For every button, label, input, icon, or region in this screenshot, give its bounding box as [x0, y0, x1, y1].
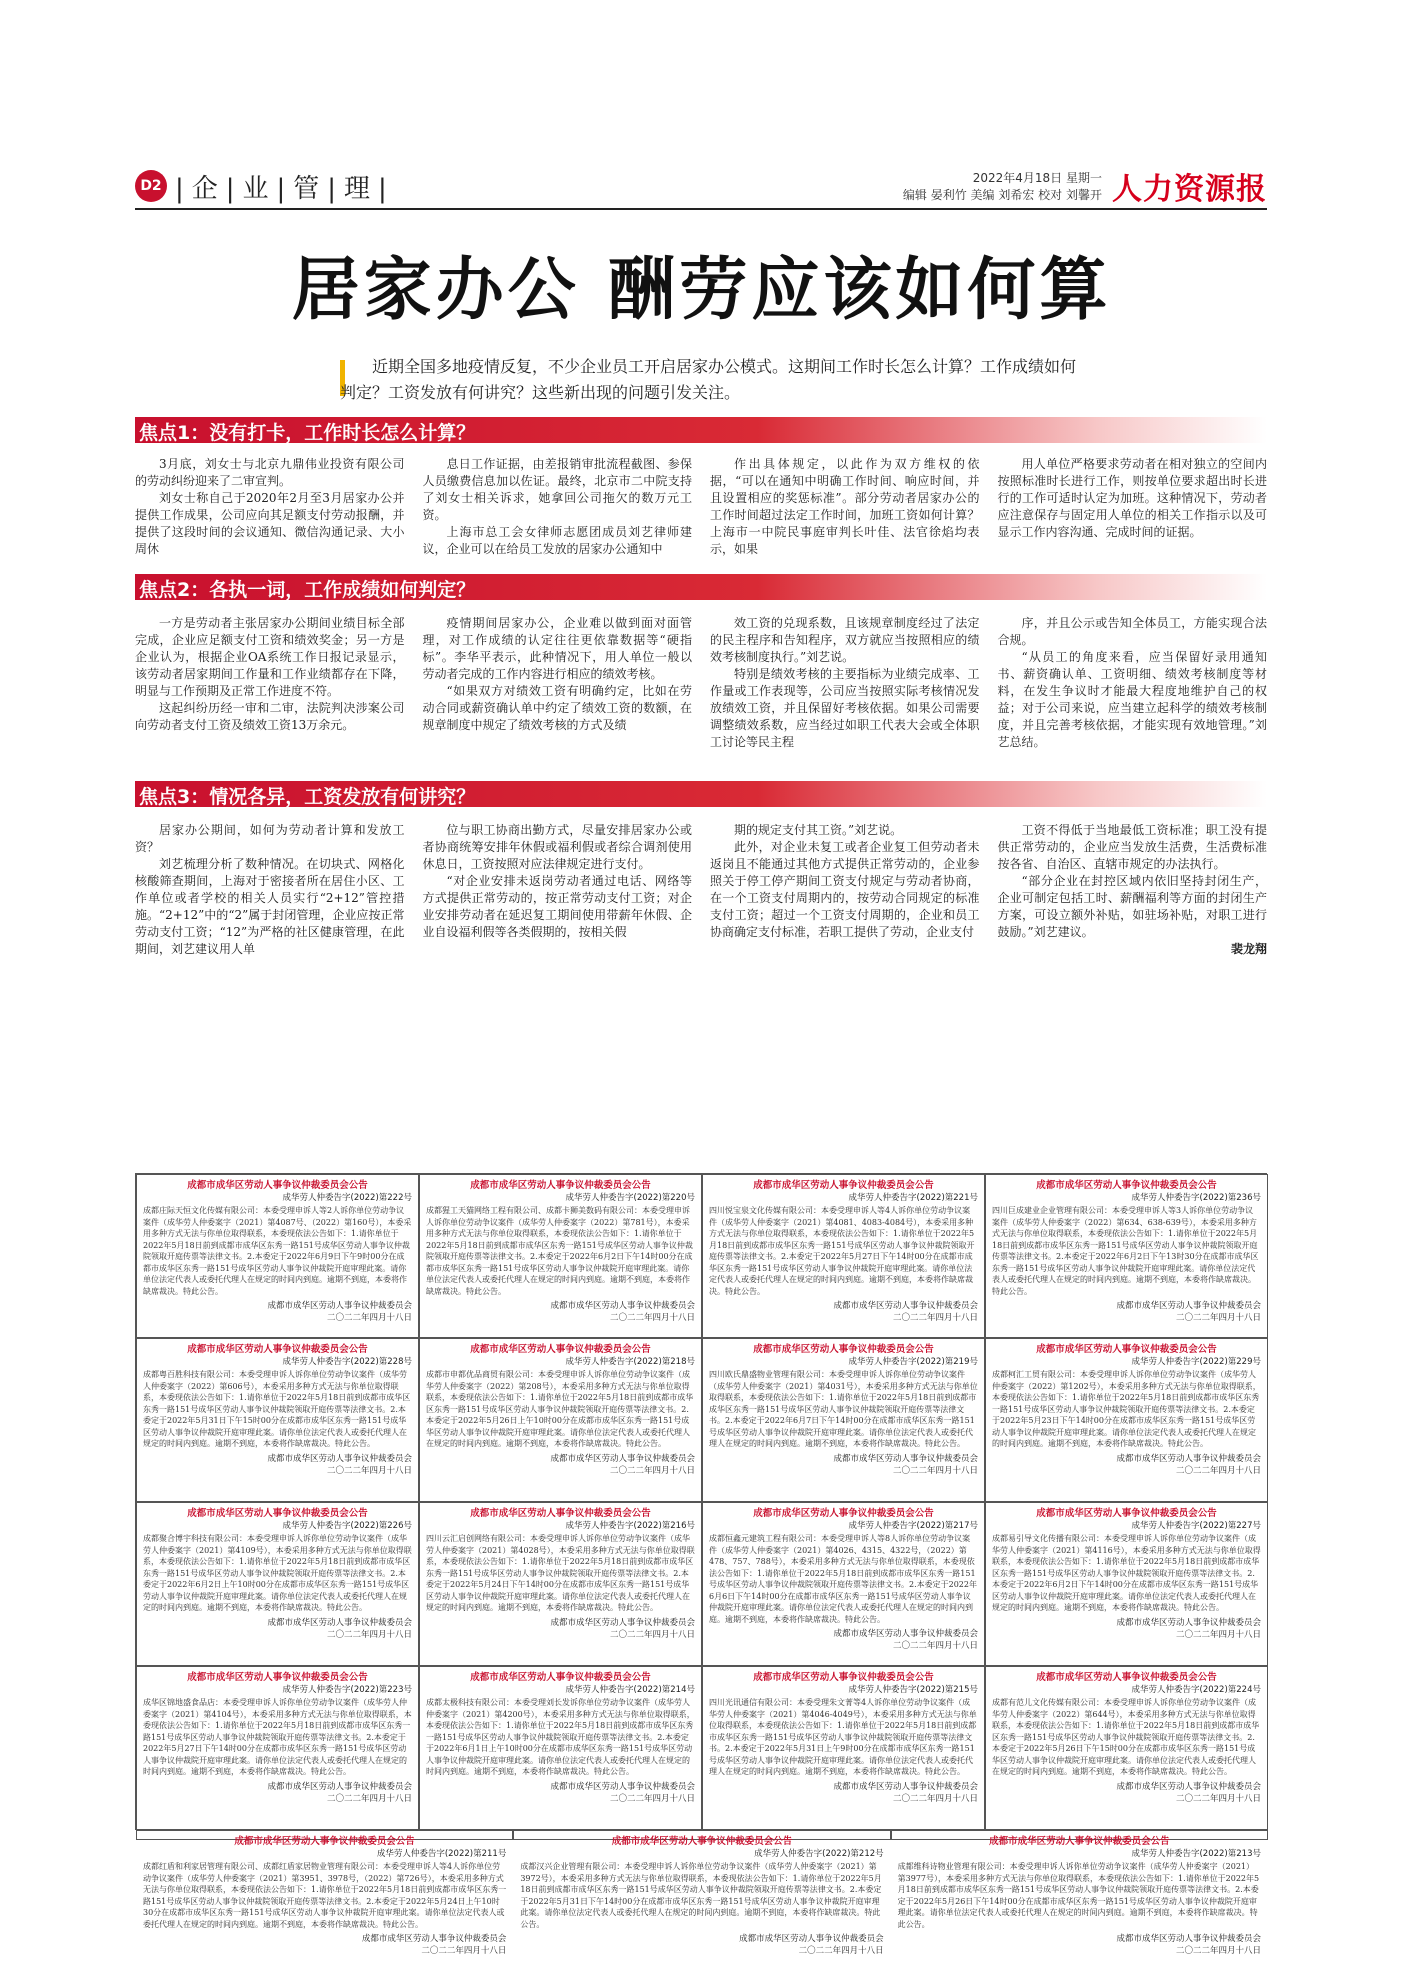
notice-reference: 成华劳人仲委告字(2022)第229号 — [1131, 1357, 1261, 1367]
legal-notice — [419, 1174, 702, 1338]
notice-reference: 成华劳人仲委告字(2022)第216号 — [565, 1521, 695, 1531]
focus-2-body — [135, 615, 1267, 771]
notice-body: 四川悦宝泉文化传媒有限公司：本委受理申诉人等4人诉你单位劳动争议案件（成华劳人仲委案字（2021）第4081、4083-4084号），本委采用多种方式无法与你单位取得联系，本委现依法公告如下：1.请你单位于2022年5月18日前到成都市成华区东秀一路151号成华区劳动人事争议仲裁院领取开庭传票等法律文书。2.本委定于2022年5月27日下午14时00分在成都市成华区东秀一路151号成华区劳动人事争议仲裁院开庭审理此案。请你单位法定代表人或委托代理人在规定的时间内到庭。逾期不到庭，本委将作缺席裁决。特此公告。 — [709, 1206, 975, 1296]
paragraph: 这起纠纷历经一审和二审，法院判决涉案公司向劳动者支付工资及绩效工资13万余元。 — [135, 701, 405, 732]
notice-issuer: 成都市成华区劳动人事争议仲裁委员会 — [833, 1781, 978, 1792]
legal-notice — [513, 1830, 890, 1956]
legal-notice — [702, 1502, 985, 1666]
notice-body: 成都庄际天恒文化传媒有限公司：本委受理申诉人等2人诉你单位劳动争议案件（成华劳人仲委案字（2021）第4087号、（2022）第160号），本委采用多种方式无法与你单位取得联系，本委现依法公告如下：1.请你单位于2022年5月18日前到成都市成华区东秀一路151号成华区劳动人事争议仲裁院领取开庭传票等法律文书。2.本委定于2022年6月9日下午9时00分在成都市成华区东秀一路151号成华区劳动人事争议仲裁院开庭审理此案。请你单位法定代表人或委托代理人在规定的时间内到庭。逾期不到庭，本委将作缺席裁决。特此公告。 — [143, 1206, 412, 1296]
notice-reference: 成华劳人仲委告字(2022)第215号 — [848, 1685, 978, 1695]
notice-body: 成都恒鑫元建筑工程有限公司：本委受理申诉人等8人诉你单位劳动争议案件（成华劳人仲委案字（2021）第4026、4315、4322号，（2022）第478、757、788号），本委采用多种方式无法与你单位取得联系，本委现依法公告如下：1.请你单位于2022年5月18日前到成都市成华区东秀一路151号成华区劳动人事争议仲裁院领取开庭传票等法律文书。2.本委定于2022年6月6日下午14时00分在成都市成华区东秀一路151号成华区劳动人事争议仲裁院开庭审理此案。请你单位法定代表人或委托代理人在规定的时间内到庭。逾期不到庭，本委将作缺席裁决。特此公告。 — [709, 1534, 977, 1624]
notice-title: 成都市成华区劳动人事争议仲裁委员会公告 — [187, 1344, 368, 1355]
notice-title: 成都市成华区劳动人事争议仲裁委员会公告 — [753, 1180, 934, 1191]
paragraph: 息日工作证据，由差报销审批流程截图、参保人员缴费信息加以佐证。最终，北京市二中院支持了刘女士相关诉求，她拿回公司拖欠的数万元工资。 — [422, 457, 692, 522]
legal-notice — [136, 1830, 513, 1956]
legal-notice — [702, 1666, 985, 1830]
focus-3-body — [135, 822, 1267, 977]
newspaper-logo: 人力资源报 — [1112, 172, 1267, 207]
notice-body: 成都粤百胜科技有限公司：本委受理申诉人诉你单位劳动争议案件（成华劳人仲委案字（2022）第606号），本委采用多种方式无法与你单位取得联系，本委现依法公告如下：1.请你单位于2022年5月18日前到成都市成华区东秀一路151号成华区劳动人事争议仲裁院领取开庭传票等法律文书。2.本委定于2022年5月31日下午15时00分在成都市成华区东秀一路151号成华区劳动人事争议仲裁院开庭审理此案。请你单位法定代表人或委托代理人在规定的时间内到庭。逾期不到庭，本委将作缺席裁决。特此公告。 — [143, 1370, 411, 1448]
notice-title: 成都市成华区劳动人事争议仲裁委员会公告 — [753, 1508, 934, 1519]
legal-notice — [419, 1666, 702, 1830]
notice-body: 四川光讯通信有限公司：本委受理朱文菁等4人诉你单位劳动争议案件（成华劳人仲委案字（2021）第4046-4049号），本委采用多种方式无法与你单位取得联系，本委现依法公告如下：1.请你单位于2022年5月18日前到成都市成华区东秀一路151号成华区劳动人事争议仲裁院领取开庭传票等法律文书。2.本委定于2022年5月31日上午9时00分在成都市成华区东秀一路151号成华区劳动人事争议仲裁院开庭审理此案。请你单位法定代表人或委托代理人在规定的时间内到庭。逾期不到庭，本委将作缺席裁决。特此公告。 — [709, 1698, 977, 1776]
legal-notice — [136, 1502, 419, 1666]
legal-notice — [419, 1338, 702, 1502]
focus-3-col-4 — [998, 822, 1268, 977]
notice-body: 成都柯汇工贸有限公司：本委受理申诉人诉你单位劳动争议案件（成华劳人仲委案字（2022）第1202号），本委采用多种方式无法与你单位取得联系，本委现依法公告如下：1.请你单位于2022年5月18日前到成都市成华区东秀一路151号成华区劳动人事争议仲裁院领取开庭传票等法律文书。2.本委定于2022年5月23日下午14时00分在成都市成华区东秀一路151号成华区劳动人事争议仲裁院开庭审理此案。请你单位法定代表人或委托代理人在规定的时间内到庭。逾期不到庭，本委将作缺席裁决。特此公告。 — [992, 1370, 1261, 1448]
focus-3-banner — [135, 781, 1267, 807]
legal-notice — [702, 1174, 985, 1338]
notice-issuer: 成都市成华区劳动人事争议仲裁委员会 — [267, 1453, 412, 1464]
focus-1-col-2 — [423, 456, 693, 566]
notice-title: 成都市成华区劳动人事争议仲裁委员会公告 — [611, 1836, 793, 1847]
notice-issuer: 成都市成华区劳动人事争议仲裁委员会 — [267, 1617, 412, 1628]
notice-date: 二〇二二年四月十八日 — [326, 1465, 412, 1476]
notice-issuer: 成都市成华区劳动人事争议仲裁委员会 — [267, 1301, 412, 1311]
paragraph: 刘女士称自己于2020年2月至3月居家办公并提供工作成果，公司应向其足额支付劳动报酬，并提供了这段时间的会议通知、微信沟通记录、大小周休 — [135, 491, 405, 556]
legal-notice — [136, 1338, 419, 1502]
paragraph: 疫情期间居家办公，企业难以做到面对面管理，对工作成绩的认定往往更依靠数据等“硬指标”。李华平表示，此种情况下，用人单位一般以劳动者完成的工作内容进行相应的绩效考核。 — [422, 616, 692, 681]
notice-reference: 成华劳人仲委告字(2022)第221号 — [848, 1193, 978, 1203]
notice-date: 二〇二二年四月十八日 — [1175, 1793, 1261, 1804]
byline: 裴龙翔 — [1230, 942, 1267, 956]
notice-issuer: 成都市成华区劳动人事争议仲裁委员会 — [1116, 1617, 1261, 1628]
legal-notice — [985, 1666, 1268, 1830]
notice-body: 成都有范儿文化传媒有限公司：本委受理申诉人诉你单位劳动争议案件（成华劳人仲委案字（2022）第644号），本委采用多种方式无法与你单位取得联系，本委现依法公告如下：1.请你单位于2022年5月18日前到成都市成华区东秀一路151号成华区劳动人事争议仲裁院领取开庭传票等法律文书。2.本委定于2022年5月26日下午15时00分在成都市成华区东秀一路151号成华区劳动人事争议仲裁院开庭审理此案。请你单位法定代表人或委托代理人在规定的时间内到庭。逾期不到庭，本委将作缺席裁决。特此公告。 — [992, 1698, 1260, 1776]
focus-2-title: 焦点2：各执一词，工作成绩如何判定？ — [139, 579, 476, 601]
notice-date: 二〇二二年四月十八日 — [892, 1641, 978, 1651]
paragraph: “部分企业在封控区域内依旧坚持封闭生产，企业可制定包括工时、薪酬福利等方面的封闭生产方案，可设立额外补贴，如驻场补贴，对职工进行鼓励。”刘艺建议。 — [997, 874, 1267, 939]
notice-issuer: 成都市成华区劳动人事争议仲裁委员会 — [833, 1453, 978, 1464]
legal-notice — [985, 1338, 1268, 1502]
notice-date: 二〇二二年四月十八日 — [892, 1793, 978, 1804]
focus-1-title: 焦点1：没有打卡，工作时长怎么计算？ — [139, 422, 476, 444]
notice-issuer: 成都市成华区劳动人事争议仲裁委员会 — [833, 1629, 978, 1639]
lead-paragraph: 近期全国多地疫情反复，不少企业员工开启居家办公模式。这期间工作时长怎么计算？工作成绩如何判定？工资发放有何讲究？这些新出现的问题引发关注。 — [340, 357, 1077, 402]
notice-body: 四川巨成建业企业管理有限公司：本委受理申诉人等3人诉你单位劳动争议案件（成华劳人仲委案字（2022）第634、638-639号），本委采用多种方式无法与你单位取得联系，本委现依法公告如下：1.请你单位于2022年5月18日前到成都市成华区东秀一路151号成华区劳动人事争议仲裁院领取开庭传票等法律文书。2.本委定于2022年6月2日下午13时30分在成都市成华区东秀一路151号成华区劳动人事争议仲裁院开庭审理此案。请你单位法定代表人或委托代理人在规定的时间内到庭。逾期不到庭，本委将作缺席裁决。特此公告。 — [992, 1206, 1259, 1296]
notice-issuer: 成都市成华区劳动人事争议仲裁委员会 — [1116, 1781, 1261, 1792]
notice-body: 成华区锦地盛食品店：本委受理申诉人诉你单位劳动争议案件（成华劳人仲委案字（2021）第4104号），本委采用多种方式无法与你单位取得联系，本委现依法公告如下：1.请你单位于2022年5月18日前到成都市成华区东秀一路151号成华区劳动人事争议仲裁院领取开庭传票等法律文书。2.本委定于2022年5月27日下午14时00分在成都市成华区东秀一路151号成华区劳动人事争议仲裁院开庭审理此案。请你单位法定代表人或委托代理人在规定的时间内到庭。逾期不到庭，本委将作缺席裁决。特此公告。 — [143, 1698, 412, 1776]
notice-title: 成都市成华区劳动人事争议仲裁委员会公告 — [753, 1672, 934, 1683]
notice-body: 四川欧氏鼎盛物业管理有限公司：本委受理申诉人诉你单位劳动争议案件（成华劳人仲委案字（2021）第4031号），本委采用多种方式无法与你单位取得联系，本委现依法公告如下：1.请你单位于2022年5月18日前到成都市成华区东秀一路151号成华区劳动人事争议仲裁院领取开庭传票等法律文书。2.本委定于2022年6月7日下午14时00分在成都市成华区东秀一路151号成华区劳动人事争议仲裁院开庭审理此案。请你单位法定代表人或委托代理人在规定的时间内到庭。逾期不到庭，本委将作缺席裁决。特此公告。 — [709, 1370, 978, 1448]
notice-date: 二〇二二年四月十八日 — [892, 1465, 978, 1476]
notice-title: 成都市成华区劳动人事争议仲裁委员会公告 — [1036, 1508, 1217, 1519]
notice-reference: 成华劳人仲委告字(2022)第226号 — [282, 1521, 412, 1531]
focus-3-col-1 — [135, 822, 405, 977]
notice-body: 成都汉兴企业管理有限公司：本委受理申诉人诉你单位劳动争议案件（成华劳人仲委案字（2021）第3972号），本委采用多种方式无法与你单位取得联系，本委现依法公告如下：1.请你单位于2022年5月18日前到成都市成华区东秀一路151号成华区劳动人事争议仲裁院领取开庭传票等法律文书。2.本委定于2022年5月31日下午14时00分在成都市成华区东秀一路151号成华区劳动人事争议仲裁院开庭审理此案。请你单位法定代表人或委托代理人在规定的时间内到庭。逾期不到庭，本委将作缺席裁决。特此公告。 — [520, 1862, 882, 1929]
notice-date: 二〇二二年四月十八日 — [1175, 1946, 1261, 1956]
issue-editors: 编辑 晏利竹 美编 刘希宏 校对 刘馨开 — [902, 188, 1102, 202]
paragraph: 序，并且公示或告知全体员工，方能实现合法合规。 — [997, 616, 1267, 647]
notice-title: 成都市成华区劳动人事争议仲裁委员会公告 — [187, 1508, 368, 1519]
notice-body: 四川云汇启创网络有限公司：本委受理申诉人诉你单位劳动争议案件（成华劳人仲委案字（2021）第4028号），本委采用多种方式无法与你单位取得联系，本委现依法公告如下：1.请你单位于2022年5月18日前到成都市成华区东秀一路151号成华区劳动人事争议仲裁院领取开庭传票等法律文书。2.本委定于2022年5月24日下午14时00分在成都市成华区东秀一路151号成华区劳动人事争议仲裁院开庭审理此案。请你单位法定代表人或委托代理人在规定的时间内到庭。逾期不到庭，本委将作缺席裁决。特此公告。 — [426, 1534, 695, 1612]
notice-reference: 成华劳人仲委告字(2022)第214号 — [565, 1685, 695, 1695]
paragraph: “对企业安排未返岗劳动者通过电话、网络等方式提供正常劳动的，按正常劳动支付工资；对企业安排劳动者在延迟复工期间使用带薪年休假、企业自设福利假等各类假期的，按相关假 — [422, 874, 692, 939]
focus-3-col-3 — [710, 822, 980, 977]
paragraph: “从员工的角度来看，应当保留好录用通知书、薪资确认单、工资明细、绩效考核制度等材料，在发生争议时才能最大程度地维护自己的权益；对于公司来说，应当建立起科学的绩效考核制度，并且完善考核依据，才能实现有效地管理。”刘艺总结。 — [997, 650, 1267, 749]
notice-grid — [135, 1173, 1267, 1956]
paragraph: 位与职工协商出勤方式，尽量安排居家办公或者协商统筹安排年休假或福利假或者综合调剂使用休息日，工资按照对应法律规定进行支付。 — [422, 823, 692, 871]
notice-body: 成都易引导文化传播有限公司：本委受理申诉人诉你单位劳动争议案件（成华劳人仲委案字（2021）第4116号），本委采用多种方式无法与你单位取得联系，本委现依法公告如下：1.请你单位于2022年5月18日前到成都市成华区东秀一路151号成华区劳动人事争议仲裁院领取开庭传票等法律文书。2.本委定于2022年6月2日下午14时00分在成都市成华区东秀一路151号成华区劳动人事争议仲裁院开庭审理此案。请你单位法定代表人或委托代理人在规定的时间内到庭。逾期不到庭，本委将作缺席裁决。特此公告。 — [992, 1534, 1261, 1612]
notice-date: 二〇二二年四月十八日 — [609, 1313, 695, 1323]
notice-title: 成都市成华区劳动人事争议仲裁委员会公告 — [470, 1344, 651, 1355]
legal-notice — [985, 1174, 1268, 1338]
notice-title: 成都市成华区劳动人事争议仲裁委员会公告 — [1036, 1344, 1217, 1355]
notice-reference: 成华劳人仲委告字(2022)第218号 — [565, 1357, 695, 1367]
legal-notice — [702, 1338, 985, 1502]
notice-reference: 成华劳人仲委告字(2022)第223号 — [282, 1685, 412, 1695]
notice-issuer: 成都市成华区劳动人事争议仲裁委员会 — [1116, 1301, 1261, 1311]
notice-reference: 成华劳人仲委告字(2022)第227号 — [1131, 1521, 1261, 1531]
notice-date: 二〇二二年四月十八日 — [609, 1465, 695, 1476]
notice-issuer: 成都市成华区劳动人事争议仲裁委员会 — [267, 1781, 412, 1792]
notice-issuer: 成都市成华区劳动人事争议仲裁委员会 — [1116, 1453, 1261, 1464]
notice-date: 二〇二二年四月十八日 — [892, 1313, 978, 1323]
legal-notice — [136, 1666, 419, 1830]
notice-title: 成都市成华区劳动人事争议仲裁委员会公告 — [1036, 1180, 1217, 1191]
focus-1-col-1 — [135, 456, 405, 566]
notice-issuer: 成都市成华区劳动人事争议仲裁委员会 — [361, 1934, 507, 1944]
legal-notice — [985, 1502, 1268, 1666]
notice-reference: 成华劳人仲委告字(2022)第224号 — [1131, 1685, 1261, 1695]
paragraph: 上海市总工会女律师志愿团成员刘艺律师建议，企业可以在给员工发放的居家办公通知中 — [422, 525, 692, 556]
notice-issuer: 成都市成华区劳动人事争议仲裁委员会 — [1116, 1934, 1261, 1944]
notice-title: 成都市成华区劳动人事争议仲裁委员会公告 — [753, 1344, 934, 1355]
notice-reference: 成华劳人仲委告字(2022)第213号 — [1131, 1849, 1261, 1859]
paragraph: 期的规定支付其工资。”刘艺说。 — [734, 823, 903, 837]
focus-3-col-2 — [423, 822, 693, 977]
paragraph: “如果双方对绩效工资有明确约定，比如在劳动合同或薪资确认单中约定了绩效工资的数额，在规章制度中规定了绩效考核的方式及绩 — [422, 684, 692, 732]
headline: 居家办公 酬劳应该如何算 — [291, 251, 1112, 330]
notice-date: 二〇二二年四月十八日 — [798, 1946, 884, 1956]
focus-2-col-4 — [998, 615, 1268, 771]
masthead — [135, 166, 1267, 207]
notice-date: 二〇二二年四月十八日 — [326, 1793, 412, 1804]
notice-reference: 成华劳人仲委告字(2022)第220号 — [565, 1193, 695, 1203]
notice-reference: 成华劳人仲委告字(2022)第211号 — [376, 1849, 507, 1859]
paragraph: 工资不得低于当地最低工资标准；职工没有提供正常劳动的，企业应当发放生活费，生活费标准按各省、自治区、直辖市规定的办法执行。 — [997, 823, 1267, 871]
paragraph: 刘艺梳理分析了数种情况。在切块式、网格化核酸筛查期间，上海对于密接者所在居住小区、工作单位或者学校的相关人员实行“2+12”管控措施。“2+12”中的“2”属于封闭管理，企业应按正常劳动支付工资；“12”为严格的社区健康管理，在此期间，刘艺建议用人单 — [135, 857, 405, 956]
focus-3-title: 焦点3：情况各异，工资发放有何讲究？ — [139, 786, 476, 808]
legal-notice — [891, 1830, 1268, 1956]
notice-body: 成都红盾和利家居管理有限公司、成都红盾家居物业管理有限公司：本委受理申诉人等4人诉你单位劳动争议案件（成华劳人仲委案字（2021）第3951、3978号，（2022）第726号），本委采用多种方式无法与你单位取得联系，本委现依法公告如下：1.请你单位于2022年5月18日前到成都市成华区东秀一路151号成华区劳动人事争议仲裁院领取开庭传票等法律文书。2.本委定于2022年5月24日上午10时30分在成都市成华区东秀一路151号成华区劳动人事争议仲裁院开庭审理此案。请你单位法定代表人或委托代理人在规定的时间内到庭。逾期不到庭，本委将作缺席裁决。特此公告。 — [143, 1862, 507, 1929]
paragraph: 居家办公期间，如何为劳动者计算和发放工资？ — [135, 823, 405, 854]
notice-title: 成都市成华区劳动人事争议仲裁委员会公告 — [470, 1672, 651, 1683]
notice-reference: 成华劳人仲委告字(2022)第217号 — [848, 1521, 978, 1531]
notice-date: 二〇二二年四月十八日 — [609, 1629, 695, 1640]
notice-body: 成都市申都优品商贸有限公司：本委受理申诉人诉你单位劳动争议案件（成华劳人仲委案字（2022）第208号），本委采用多种方式无法与你单位取得联系，本委现依法公告如下：1.请你单位于2022年5月18日前到成都市成华区东秀一路151号成华区劳动人事争议仲裁院领取开庭传票等法律文书。2.本委定于2022年5月26日上午10时00分在成都市成华区东秀一路151号成华区劳动人事争议仲裁院开庭审理此案。请你单位法定代表人或委托代理人在规定的时间内到庭。逾期不到庭，本委将作缺席裁决。特此公告。 — [426, 1370, 694, 1448]
notice-issuer: 成都市成华区劳动人事争议仲裁委员会 — [550, 1453, 695, 1464]
focus-2-col-1 — [135, 615, 405, 771]
notice-date: 二〇二二年四月十八日 — [1175, 1465, 1261, 1476]
issue-date: 2022年4月18日 星期一 — [972, 171, 1102, 185]
notice-body: 成都太极科技有限公司：本委受理刘长发诉你单位劳动争议案件（成华劳人仲委案字（2021）第4200号），本委采用多种方式无法与你单位取得联系，本委现依法公告如下：1.请你单位于2022年5月18日前到成都市成华区东秀一路151号成华区劳动人事争议仲裁院领取开庭传票等法律文书。2.本委定于2022年6月1日上午10时00分在成都市成华区东秀一路151号成华区劳动人事争议仲裁院开庭审理此案。请你单位法定代表人或委托代理人在规定的时间内到庭。逾期不到庭，本委将作缺席裁决。特此公告。 — [426, 1698, 695, 1776]
notice-date: 二〇二二年四月十八日 — [1175, 1313, 1261, 1323]
notice-issuer: 成都市成华区劳动人事争议仲裁委员会 — [550, 1301, 695, 1311]
notice-reference: 成华劳人仲委告字(2022)第236号 — [1131, 1193, 1261, 1203]
notice-issuer: 成都市成华区劳动人事争议仲裁委员会 — [833, 1301, 978, 1311]
notice-issuer: 成都市成华区劳动人事争议仲裁委员会 — [739, 1934, 884, 1944]
notice-title: 成都市成华区劳动人事争议仲裁委员会公告 — [187, 1180, 368, 1191]
notice-title: 成都市成华区劳动人事争议仲裁委员会公告 — [187, 1672, 368, 1683]
notice-date: 二〇二二年四月十八日 — [421, 1946, 507, 1956]
notice-body: 成都维科诗物业管理有限公司：本委受理申诉人诉你单位劳动争议案件（成华劳人仲委案字（2021）第3977号），本委采用多种方式无法与你单位取得联系，本委现依法公告如下：1.请你单位于2022年5月18日前到成都市成华区东秀一路151号成华区劳动人事争议仲裁院领取开庭传票等法律文书。2.本委定于2022年5月26日下午14时00分在成都市成华区东秀一路151号成华区劳动人事争议仲裁院开庭审理此案。请你单位法定代表人或委托代理人在规定的时间内到庭。逾期不到庭，本委将作缺席裁决。特此公告。 — [897, 1862, 1260, 1929]
notice-date: 二〇二二年四月十八日 — [1175, 1629, 1261, 1640]
notice-title: 成都市成华区劳动人事争议仲裁委员会公告 — [470, 1508, 651, 1519]
focus-1-banner — [135, 417, 1267, 443]
paragraph: 效工资的兑现系数，且该规章制度经过了法定的民主程序和告知程序，双方就应当按照相应的绩效考核制度执行。”刘艺说。 — [710, 616, 980, 664]
notice-body: 成都猩工天猫网络工程有限公司、成都卡狮美数码有限公司：本委受理申诉人诉你单位劳动争议案件（成华劳人仲委案字（2022）第781号），本委采用多种方式无法与你单位取得联系，本委现依法公告如下：1.请你单位于2022年5月18日前到成都市成华区东秀一路151号成华区劳动人事争议仲裁院领取开庭传票等法律文书。2.本委定于2022年6月2日下午14时00分在成都市成华区东秀一路151号成华区劳动人事争议仲裁院开庭审理此案。请你单位法定代表人或委托代理人在规定的时间内到庭。逾期不到庭，本委将作缺席裁决。特此公告。 — [426, 1206, 693, 1296]
focus-1-body — [135, 456, 1267, 566]
notice-title: 成都市成华区劳动人事争议仲裁委员会公告 — [470, 1180, 651, 1191]
notice-issuer: 成都市成华区劳动人事争议仲裁委员会 — [550, 1781, 695, 1792]
notice-date: 二〇二二年四月十八日 — [609, 1793, 695, 1804]
paragraph: 作出具体规定，以此作为双方维权的依据，“可以在通知中明确工作时间、响应时间，并且设置相应的奖惩标准”。部分劳动者居家办公的工作时间超过法定工作时间，加班工资如何计算？上海市一中院民事庭审判长叶佳、法官徐焰均表示，如果 — [710, 457, 980, 556]
legal-notice — [419, 1502, 702, 1666]
legal-notice — [136, 1174, 419, 1338]
focus-2-banner — [135, 574, 1267, 600]
focus-2-col-3 — [710, 615, 980, 771]
section-badge: D2 — [135, 170, 167, 202]
notice-title: 成都市成华区劳动人事争议仲裁委员会公告 — [989, 1836, 1170, 1847]
notice-title: 成都市成华区劳动人事争议仲裁委员会公告 — [1036, 1672, 1217, 1683]
focus-1-col-4 — [998, 456, 1268, 566]
notice-reference: 成华劳人仲委告字(2022)第219号 — [848, 1357, 978, 1367]
notice-body: 成都聚合博宇科技有限公司：本委受理申诉人诉你单位劳动争议案件（成华劳人仲委案字（2021）第4109号），本委采用多种方式无法与你单位取得联系，本委现依法公告如下：1.请你单位于2022年5月18日前到成都市成华区东秀一路151号成华区劳动人事争议仲裁院领取开庭传票等法律文书。2.本委定于2022年6月2日上午10时00分在成都市成华区东秀一路151号成华区劳动人事争议仲裁院开庭审理此案。请你单位法定代表人或委托代理人在规定的时间内到庭。逾期不到庭，本委将作缺席裁决。特此公告。 — [143, 1534, 412, 1612]
focus-2-col-2 — [423, 615, 693, 771]
notice-date: 二〇二二年四月十八日 — [326, 1313, 412, 1323]
notice-reference: 成华劳人仲委告字(2022)第212号 — [754, 1849, 884, 1859]
focus-1-col-3 — [710, 456, 980, 566]
notice-date: 二〇二二年四月十八日 — [326, 1629, 412, 1640]
paragraph: 特别是绩效考核的主要指标为业绩完成率、工作量或工作表现等，公司应当按照实际考核情况发放绩效工资，并且保留好考核依据。如果公司需要调整绩效系数，应当经过如职工代表大会或全体职工讨论等民主程 — [710, 667, 980, 749]
paragraph: 用人单位严格要求劳动者在相对独立的空间内按照标准时长进行工作，则按单位要求超出时长进行的工作可适时认定为加班。这种情况下，劳动者应注意保存与固定用人单位的相关工作指示以及可显示工作内容沟通、完成时间的证据。 — [997, 457, 1267, 539]
paragraph: 3月底，刘女士与北京九鼎伟业投资有限公司的劳动纠纷迎来了二审宣判。 — [135, 457, 405, 488]
paragraph: 一方是劳动者主张居家办公期间业绩目标全部完成，企业应足额支付工资和绩效奖金；另一方是企业认为，根据企业OA系统工作日报记录显示，该劳动者居家期间工作量和工作业绩都存在下降，明显与工作预期及正常工作进度不符。 — [135, 616, 405, 698]
notice-issuer: 成都市成华区劳动人事争议仲裁委员会 — [550, 1617, 695, 1628]
section-name: |企|业|管|理| — [175, 174, 395, 204]
notice-reference: 成华劳人仲委告字(2022)第222号 — [282, 1193, 412, 1203]
header-rule — [135, 208, 1267, 210]
paragraph: 此外，对企业未复工或者企业复工但劳动者未返岗且不能通过其他方式提供正常劳动的，企业参照关于停工停产期间工资支付规定与劳动者协商，在一个工资支付周期内的，按劳动合同规定的标准支付工资；超过一个工资支付周期的，企业和员工协商确定支付标准，若职工提供了劳动，企业支付 — [710, 840, 980, 939]
notice-reference: 成华劳人仲委告字(2022)第228号 — [282, 1357, 412, 1367]
notice-title: 成都市成华区劳动人事争议仲裁委员会公告 — [234, 1836, 415, 1847]
